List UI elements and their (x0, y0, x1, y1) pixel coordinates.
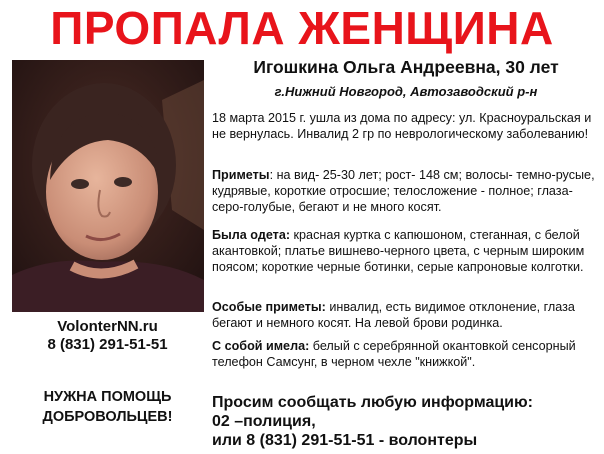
volunteer-help-request (0, 387, 215, 427)
signs-label: Приметы (212, 168, 270, 182)
carry-text: белый с серебрянной окантовкой сенсорный телефон Самсунг, в черном чехле "книжкой". (212, 339, 576, 369)
special-label: Особые приметы: (212, 300, 326, 314)
clothes-text: красная куртка с капюшоном, стеганная, с белой акантовкой; платье вишнево-черного цвета, с черным широким поясом; короткие черные ботинки, серые капроновые колготки. (212, 228, 585, 274)
volunteer-contacts (0, 318, 215, 354)
special-text: инвалид, есть видимое отклонение, глаза бегают и немного косят. На левой брови родинка. (212, 300, 575, 330)
clothes-label: Была одета: (212, 228, 291, 242)
appearance-signs (212, 167, 598, 215)
information-appeal (212, 393, 600, 450)
help-line-1: НУЖНА ПОМОЩЬ (43, 389, 172, 405)
disappearance-details: 18 марта 2015 г. ушла из дома по адресу: ул. Красноуральская и не вернулась. Инвалид 2 гр по неврологическому заболеванию! (212, 111, 592, 141)
carried-items (212, 338, 598, 370)
appeal-line-3: или 8 (831) 291-51-51 - волонтеры (212, 432, 478, 449)
poster-headline: ПРОПАЛА ЖЕНЩИНА (50, 2, 554, 54)
missing-person-photo (12, 60, 204, 312)
person-location: г.Нижний Новгород, Автозаводский р-н (274, 84, 538, 99)
special-signs (212, 299, 598, 331)
carry-label: С собой имела: (212, 339, 310, 353)
volunteer-website: VolonterNN.ru (57, 318, 158, 335)
clothing-description (212, 227, 598, 275)
volunteer-phone: 8 (831) 291-51-51 (47, 336, 168, 353)
person-name: Игошкина Ольга Андреевна, 30 лет (253, 57, 559, 77)
appeal-line-1: Просим сообщать любую информацию: (212, 394, 533, 411)
signs-text: : на вид- 25-30 лет; рост- 148 см; волосы- темно-русые, кудрявые, короткие отросшие; телосложение - полное; глаза- серо-голубые, бегают и не много косят. (212, 168, 595, 214)
appeal-line-2: 02 –полиция, (212, 413, 316, 430)
help-line-2: ДОБРОВОЛЬЦЕВ! (42, 409, 173, 425)
